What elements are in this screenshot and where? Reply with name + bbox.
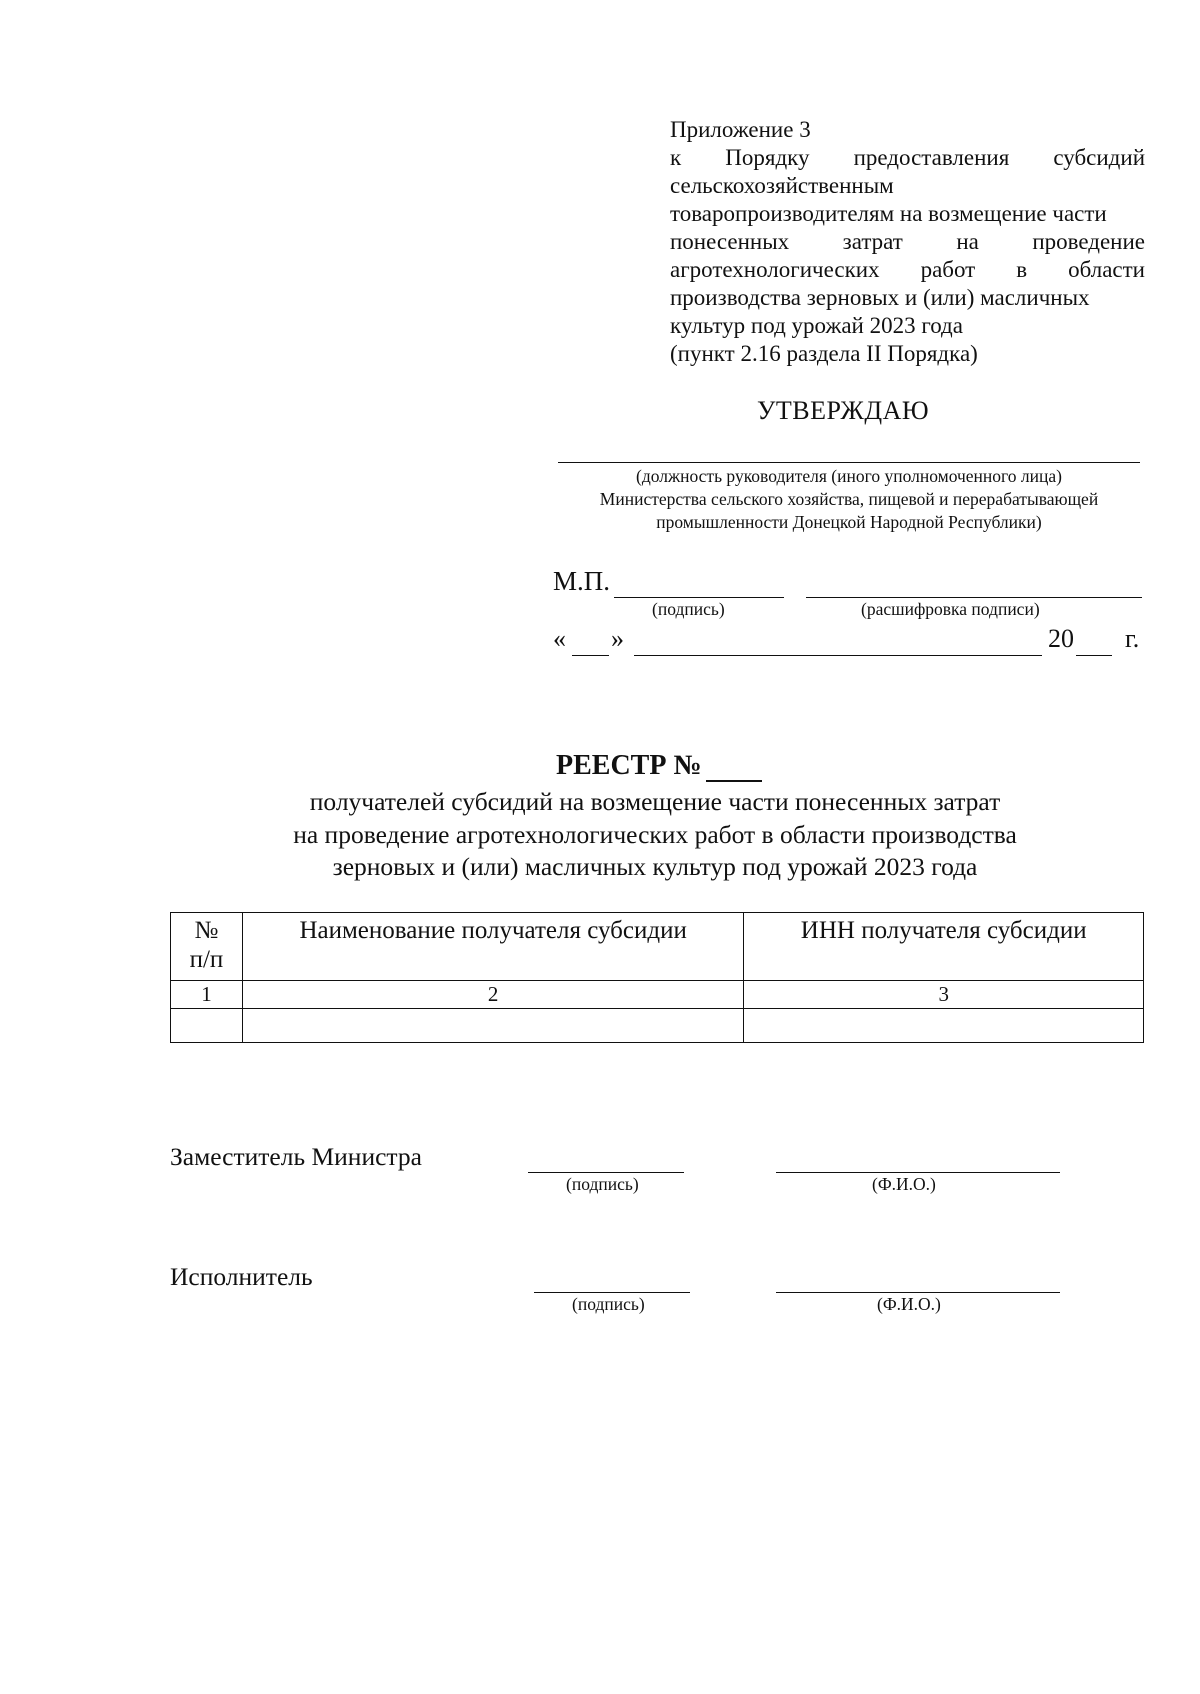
registry-subtitle-line-2: на проведение агротехнологических работ в области производства bbox=[293, 820, 1017, 849]
appendix-word: проведение bbox=[1032, 229, 1145, 254]
appendix-line-2 bbox=[670, 144, 1145, 172]
table-row bbox=[171, 981, 1144, 1009]
header-cell-name: Наименование получателя субсидии bbox=[242, 913, 743, 981]
appendix-line-9: (пункт 2.16 раздела II Порядка) bbox=[670, 341, 978, 366]
signature-caption: (подпись) bbox=[652, 599, 725, 619]
appendix-block bbox=[670, 116, 1145, 368]
appendix-word: на bbox=[956, 229, 979, 254]
stamp-label: М.П. bbox=[553, 566, 611, 596]
table-cell bbox=[171, 1009, 243, 1043]
registry-number-line bbox=[706, 780, 762, 782]
appendix-word: агротехнологических bbox=[670, 257, 880, 282]
appendix-line-8: культур под урожай 2023 года bbox=[670, 313, 963, 338]
table-row bbox=[171, 1009, 1144, 1043]
position-caption bbox=[558, 465, 1140, 534]
deputy-minister-label: Заместитель Министра bbox=[170, 1142, 422, 1171]
header-cell-inn: ИНН получателя субсидии bbox=[744, 913, 1144, 981]
header-number-abbr: п/п bbox=[189, 946, 224, 973]
date-year-suffix: г. bbox=[1125, 624, 1140, 653]
executor-signature-line bbox=[534, 1292, 690, 1293]
appendix-word: понесенных bbox=[670, 229, 790, 254]
appendix-word: предоставления bbox=[853, 145, 1010, 170]
executor-name-caption: (Ф.И.О.) bbox=[877, 1294, 941, 1314]
registry-subtitle-line-1: получателей субсидий на возмещение части понесенных затрат bbox=[309, 787, 1001, 816]
decoding-caption: (расшифровка подписи) bbox=[861, 599, 1040, 619]
date-open-quote: « bbox=[553, 624, 566, 653]
column-number-cell: 2 bbox=[242, 981, 743, 1009]
table-cell bbox=[242, 1009, 743, 1043]
executor-signature-caption: (подпись) bbox=[572, 1294, 645, 1314]
appendix-line-4: товаропроизводителям на возмещение части bbox=[670, 201, 1107, 226]
signature-line bbox=[614, 597, 784, 598]
appendix-word: Порядку bbox=[725, 145, 810, 170]
position-caption-line: Министерства сельского хозяйства, пищевой и перерабатывающей bbox=[599, 489, 1099, 509]
executor-label: Исполнитель bbox=[170, 1262, 313, 1291]
appendix-word: в bbox=[1016, 257, 1028, 282]
appendix-word: субсидий bbox=[1053, 145, 1145, 170]
decoding-line bbox=[806, 597, 1142, 598]
date-month-line bbox=[634, 655, 1042, 656]
column-number-cell: 1 bbox=[171, 981, 243, 1009]
position-line bbox=[558, 462, 1140, 463]
executor-name-line bbox=[776, 1292, 1060, 1293]
deputy-signature-caption: (подпись) bbox=[566, 1174, 639, 1194]
table-cell bbox=[744, 1009, 1144, 1043]
date-year-line bbox=[1076, 655, 1112, 656]
deputy-signature-line bbox=[528, 1172, 684, 1173]
appendix-line-6 bbox=[670, 256, 1145, 284]
appendix-line-7: производства зерновых и (или) масличных bbox=[670, 285, 1090, 310]
approval-title: УТВЕРЖДАЮ bbox=[757, 396, 930, 425]
appendix-number: Приложение 3 bbox=[670, 117, 811, 142]
column-number-cell: 3 bbox=[744, 981, 1144, 1009]
deputy-name-line bbox=[776, 1172, 1060, 1173]
appendix-word: области bbox=[1068, 257, 1145, 282]
appendix-line-5 bbox=[670, 228, 1145, 256]
header-cell-number bbox=[171, 913, 243, 981]
date-day-line bbox=[572, 655, 609, 656]
registry-subtitle-line-3: зерновых и (или) масличных культур под урожай 2023 года bbox=[332, 852, 978, 881]
appendix-word: затрат bbox=[842, 229, 903, 254]
deputy-name-caption: (Ф.И.О.) bbox=[872, 1174, 936, 1194]
date-year-prefix: 20 bbox=[1048, 624, 1074, 653]
date-close-quote: » bbox=[611, 624, 624, 653]
table-header-row bbox=[171, 913, 1144, 981]
appendix-line-3: сельскохозяйственным bbox=[670, 173, 894, 198]
position-caption-line: промышленности Донецкой Народной Республики) bbox=[656, 512, 1042, 532]
header-number-sign: № bbox=[194, 917, 219, 944]
appendix-word: работ bbox=[920, 257, 976, 282]
appendix-word: к bbox=[670, 145, 682, 170]
registry-table bbox=[170, 912, 1144, 1043]
registry-title: РЕЕСТР № bbox=[556, 750, 702, 781]
position-caption-line: (должность руководителя (иного уполномоченного лица) bbox=[636, 466, 1062, 486]
